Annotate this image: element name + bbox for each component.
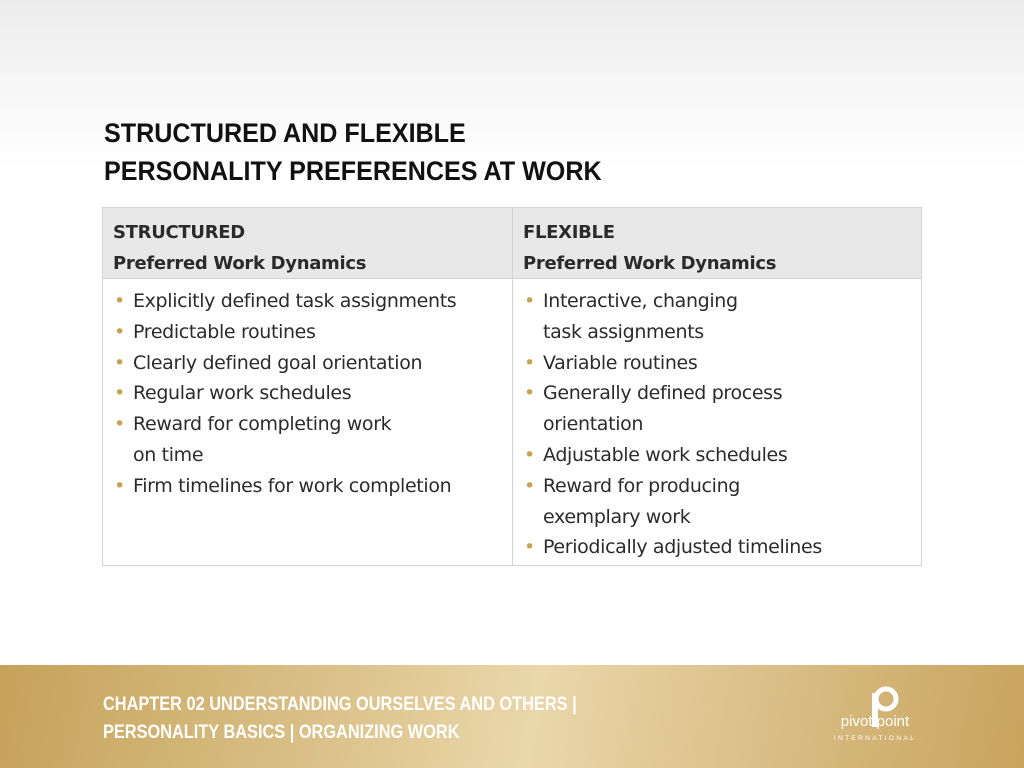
- list-item: [113, 471, 512, 502]
- list-item: [523, 348, 921, 379]
- bullet-icon: •: [114, 474, 125, 497]
- list-item: [113, 348, 512, 379]
- structured-column-header: [103, 208, 513, 279]
- structured-heading: STRUCTURED: [113, 222, 245, 243]
- structured-column-body: [103, 279, 513, 565]
- bullet-icon: •: [524, 443, 535, 466]
- flexible-subheading: Preferred Work Dynamics: [523, 253, 777, 274]
- bullet-icon: •: [114, 320, 125, 343]
- list-item: [523, 471, 921, 533]
- bullet-icon: •: [114, 413, 125, 436]
- list-item: [113, 286, 512, 317]
- logo-wordmark: pivot point: [840, 713, 910, 730]
- structured-subheading: Preferred Work Dynamics: [113, 253, 367, 274]
- list-item: [113, 409, 512, 471]
- flexible-list: [523, 286, 921, 563]
- list-item: [113, 378, 512, 409]
- slide-title: [104, 114, 602, 190]
- bullet-icon: •: [524, 290, 535, 312]
- slide-title-line-2: PERSONALITY PREFERENCES AT WORK: [104, 156, 602, 186]
- list-item-text: Regular work schedules: [133, 382, 352, 405]
- slide-title-line-1: STRUCTURED AND FLEXIBLE: [104, 118, 466, 148]
- list-item-text: Reward for producing exemplary work: [543, 474, 740, 528]
- bullet-icon: •: [524, 474, 535, 497]
- list-item: [523, 286, 921, 348]
- flexible-heading: FLEXIBLE: [523, 222, 615, 243]
- flexible-column-header: [513, 208, 921, 279]
- list-item-text: Generally defined process orientation: [543, 382, 783, 436]
- bullet-icon: •: [114, 351, 125, 374]
- bullet-icon: •: [524, 536, 535, 559]
- footer-line-2: PERSONALITY BASICS | ORGANIZING WORK: [103, 722, 460, 743]
- list-item: [113, 317, 512, 348]
- list-item: [523, 532, 921, 563]
- comparison-table: [102, 207, 922, 566]
- footer-caption: [103, 691, 577, 747]
- footer-line-1: CHAPTER 02 UNDERSTANDING OURSELVES AND OTHERS |: [103, 694, 577, 715]
- list-item-text: Predictable routines: [133, 320, 316, 343]
- list-item-text: Variable routines: [543, 351, 698, 374]
- logo-subtitle: INTERNATIONAL: [833, 735, 917, 742]
- list-item-text: Firm timelines for work completion: [133, 474, 452, 497]
- bullet-icon: •: [524, 382, 535, 405]
- structured-list: [113, 286, 512, 502]
- list-item-text: Explicitly defined task assignments: [133, 290, 457, 312]
- bullet-icon: •: [114, 290, 125, 312]
- list-item-text: Reward for completing work on time: [133, 413, 392, 466]
- bullet-icon: •: [524, 351, 535, 374]
- list-item-text: Interactive, changing task assignments: [543, 290, 738, 343]
- list-item: [523, 378, 921, 440]
- list-item-text: Periodically adjusted timelines: [543, 536, 822, 559]
- footer-bar: [0, 665, 1024, 768]
- list-item-text: Adjustable work schedules: [543, 443, 788, 466]
- list-item-text: Clearly defined goal orientation: [133, 351, 423, 374]
- flexible-column-body: [513, 279, 921, 565]
- pivot-point-logo-icon: [824, 685, 926, 747]
- list-item: [523, 440, 921, 471]
- bullet-icon: •: [114, 382, 125, 405]
